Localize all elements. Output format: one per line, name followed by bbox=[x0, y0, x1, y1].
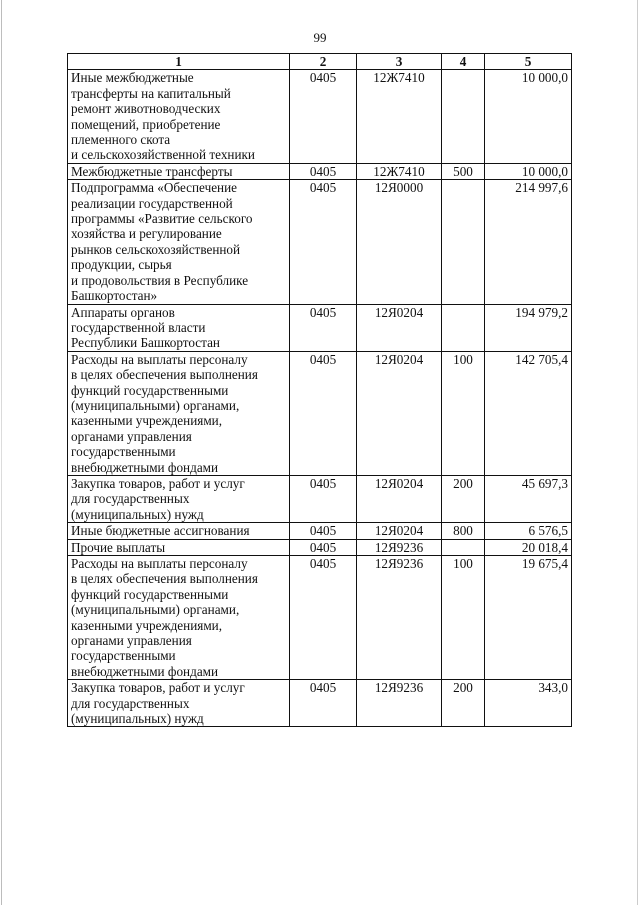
cell-expense-type bbox=[442, 539, 485, 555]
cell-name: Межбюджетные трансферты bbox=[68, 163, 290, 179]
cell-section: 0405 bbox=[290, 556, 357, 680]
cell-amount: 45 697,3 bbox=[485, 475, 572, 522]
cell-section: 0405 bbox=[290, 539, 357, 555]
cell-expense-type: 100 bbox=[442, 351, 485, 475]
cell-expense-type bbox=[442, 304, 485, 351]
cell-target-code: 12Я0204 bbox=[357, 351, 442, 475]
table-row bbox=[68, 680, 572, 727]
budget-table bbox=[67, 53, 572, 727]
cell-expense-type bbox=[442, 180, 485, 304]
cell-amount: 20 018,4 bbox=[485, 539, 572, 555]
header-col-3: 3 bbox=[357, 54, 442, 70]
table-row bbox=[68, 539, 572, 555]
cell-name: Расходы на выплаты персоналу в целях обеспечения выполнения функций государственными (муниципальными) органами, казенными учреждениями, органами управления государственными внебюджетными фондами bbox=[68, 351, 290, 475]
table-row bbox=[68, 523, 572, 539]
cell-amount: 194 979,2 bbox=[485, 304, 572, 351]
cell-name: Прочие выплаты bbox=[68, 539, 290, 555]
cell-target-code: 12Я0204 bbox=[357, 523, 442, 539]
header-col-2: 2 bbox=[290, 54, 357, 70]
cell-expense-type: 200 bbox=[442, 475, 485, 522]
cell-expense-type: 100 bbox=[442, 556, 485, 680]
table-row bbox=[68, 304, 572, 351]
cell-section: 0405 bbox=[290, 680, 357, 727]
cell-name: Иные бюджетные ассигнования bbox=[68, 523, 290, 539]
cell-expense-type: 800 bbox=[442, 523, 485, 539]
cell-target-code: 12Ж7410 bbox=[357, 70, 442, 163]
table-header bbox=[68, 54, 572, 70]
cell-section: 0405 bbox=[290, 304, 357, 351]
table-row bbox=[68, 556, 572, 680]
cell-expense-type: 500 bbox=[442, 163, 485, 179]
cell-section: 0405 bbox=[290, 351, 357, 475]
cell-amount: 10 000,0 bbox=[485, 70, 572, 163]
header-col-5: 5 bbox=[485, 54, 572, 70]
cell-section: 0405 bbox=[290, 163, 357, 179]
cell-amount: 214 997,6 bbox=[485, 180, 572, 304]
table-row bbox=[68, 475, 572, 522]
cell-section: 0405 bbox=[290, 475, 357, 522]
cell-target-code: 12Я0204 bbox=[357, 475, 442, 522]
header-row bbox=[68, 54, 572, 70]
cell-target-code: 12Я9236 bbox=[357, 680, 442, 727]
table-row bbox=[68, 70, 572, 163]
cell-amount: 19 675,4 bbox=[485, 556, 572, 680]
cell-target-code: 12Я9236 bbox=[357, 556, 442, 680]
page-number: 99 bbox=[313, 30, 327, 45]
table-row bbox=[68, 163, 572, 179]
table-row bbox=[68, 180, 572, 304]
header-col-4: 4 bbox=[442, 54, 485, 70]
cell-name: Закупка товаров, работ и услуг для государственных (муниципальных) нужд bbox=[68, 475, 290, 522]
cell-section: 0405 bbox=[290, 523, 357, 539]
scan-edge-right bbox=[637, 0, 638, 905]
scan-edge-left bbox=[1, 0, 2, 905]
cell-target-code: 12Я0000 bbox=[357, 180, 442, 304]
cell-amount: 343,0 bbox=[485, 680, 572, 727]
cell-expense-type: 200 bbox=[442, 680, 485, 727]
cell-name: Иные межбюджетные трансферты на капитальный ремонт животноводческих помещений, приобретение племенного скота и сельскохозяйственной техники bbox=[68, 70, 290, 163]
cell-name: Аппараты органов государственной власти Республики Башкортостан bbox=[68, 304, 290, 351]
cell-target-code: 12Я0204 bbox=[357, 304, 442, 351]
cell-amount: 142 705,4 bbox=[485, 351, 572, 475]
cell-name: Подпрограмма «Обеспечение реализации государственной программы «Развитие сельского хозяйства и регулирование рынков сельскохозяйственной продукции, сырья и продовольствия в Республике Башкортостан» bbox=[68, 180, 290, 304]
cell-amount: 6 576,5 bbox=[485, 523, 572, 539]
cell-target-code: 12Ж7410 bbox=[357, 163, 442, 179]
table-row bbox=[68, 351, 572, 475]
table-body bbox=[68, 70, 572, 727]
cell-section: 0405 bbox=[290, 180, 357, 304]
cell-name: Расходы на выплаты персоналу в целях обеспечения выполнения функций государственными (муниципальными) органами, казенными учреждениями, органами управления государственными внебюджетными фондами bbox=[68, 556, 290, 680]
cell-expense-type bbox=[442, 70, 485, 163]
cell-amount: 10 000,0 bbox=[485, 163, 572, 179]
header-col-1: 1 bbox=[68, 54, 290, 70]
cell-target-code: 12Я9236 bbox=[357, 539, 442, 555]
cell-section: 0405 bbox=[290, 70, 357, 163]
cell-name: Закупка товаров, работ и услуг для государственных (муниципальных) нужд bbox=[68, 680, 290, 727]
